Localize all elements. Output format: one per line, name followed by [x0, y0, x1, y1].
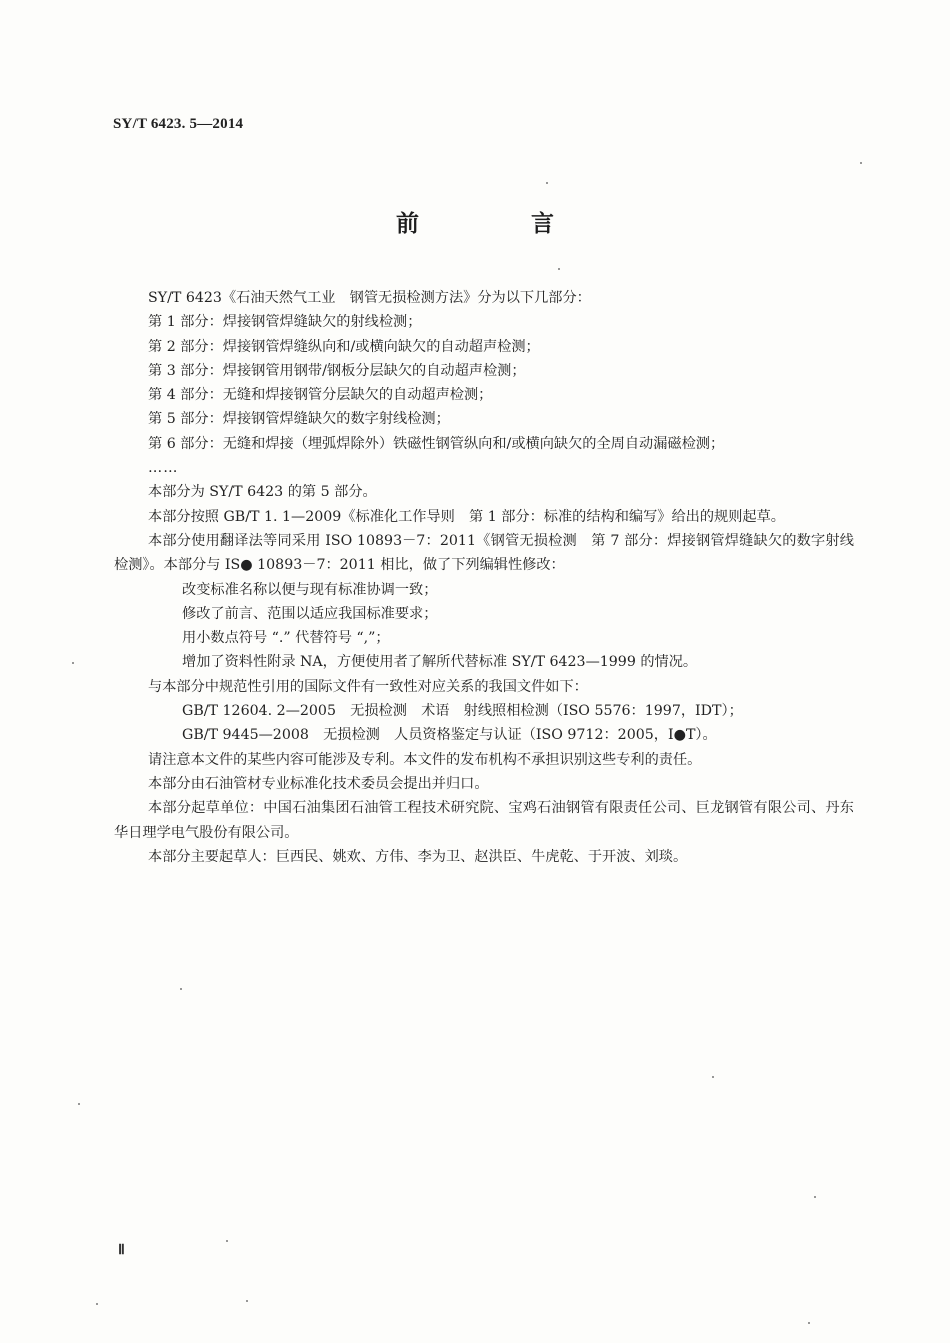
- paragraph-proposer: 本部分由石油管材专业标准化技术委员会提出并归口。: [148, 775, 489, 792]
- scan-speck: [226, 1240, 228, 1242]
- paragraph-references-intro: 与本部分中规范性引用的国际文件有一致性对应关系的我国文件如下：: [148, 678, 588, 695]
- list-item-part3: 第 3 部分：焊接钢管用钢带/钢板分层缺欠的自动超声检测；: [148, 362, 526, 379]
- scan-speck: [72, 662, 74, 664]
- scan-speck: [808, 1322, 810, 1324]
- paragraph-drafting-rules: 本部分按照 GB/T 1. 1—2009《标准化工作导则 第 1 部分：标准的结构和编写》给出的规则起草。: [148, 508, 785, 525]
- list-item-part5: 第 5 部分：焊接钢管焊缝缺欠的数字射线检测；: [148, 411, 450, 428]
- paragraph-adoption: 本部分使用翻译法等同采用 ISO 10893－7：2011《钢管无损检测 第 7 部分：焊接钢管焊缝缺欠的数字射线检测》。本部分与 IS● 10893－7：2011 相比，做了下列编辑性修改：: [114, 532, 854, 574]
- foreword-body: [114, 286, 854, 869]
- scan-speck: [860, 162, 862, 164]
- page-title: 前 言: [395, 211, 606, 237]
- paragraph-patent-notice: 请注意本文件的某些内容可能涉及专利。本文件的发布机构不承担识别这些专利的责任。: [148, 751, 702, 768]
- modification-item: 改变标准名称以便与现有标准协调一致；: [182, 581, 438, 598]
- paragraph-drafting-units: 本部分起草单位：中国石油集团石油管工程技术研究院、宝鸡石油钢管有限责任公司、巨龙钢管有限公司、丹东华日理学电气股份有限公司。: [114, 800, 854, 841]
- scan-speck: [246, 1300, 248, 1302]
- paragraph-part-statement: 本部分为 SY/T 6423 的第 5 部分。: [148, 484, 377, 501]
- scan-speck: [78, 1103, 80, 1105]
- modification-item: 修改了前言、范围以适应我国标准要求；: [182, 605, 438, 622]
- list-item-part2: 第 2 部分：焊接钢管焊缝纵向和/或横向缺欠的自动超声检测；: [148, 338, 540, 355]
- scan-speck: [712, 1076, 714, 1078]
- paragraph-drafters: 本部分主要起草人：巨西民、姚欢、方伟、李为卫、赵洪臣、牛虎乾、于开波、刘琰。: [148, 848, 688, 865]
- scan-speck: [96, 1303, 98, 1305]
- scan-speck: [180, 988, 182, 990]
- standard-code: SY/T 6423. 5—2014: [113, 116, 244, 132]
- list-item-part1: 第 1 部分：焊接钢管焊缝缺欠的射线检测；: [148, 314, 422, 331]
- reference-item: GB/T 9445—2008 无损检测 人员资格鉴定与认证（ISO 9712：2005，I●T）。: [182, 727, 717, 744]
- modification-item: 用小数点符号 “.” 代替符号 “,”；: [182, 630, 390, 647]
- reference-item: GB/T 12604. 2—2005 无损检测 术语 射线照相检测（ISO 5576：1997，IDT）；: [182, 703, 743, 720]
- page-number: Ⅱ: [118, 1243, 125, 1258]
- list-item-part4: 第 4 部分：无缝和焊接钢管分层缺欠的自动超声检测；: [148, 387, 493, 404]
- scan-speck: [814, 1196, 816, 1198]
- paragraph-intro: SY/T 6423《石油天然气工业 钢管无损检测方法》分为以下几部分：: [148, 290, 591, 306]
- list-ellipsis: ……: [148, 460, 179, 477]
- scan-speck: [558, 268, 560, 270]
- list-item-part6: 第 6 部分：无缝和焊接（埋弧焊除外）铁磁性钢管纵向和/或横向缺欠的全周自动漏磁检测；: [148, 435, 725, 452]
- modification-item: 增加了资料性附录 NA，方便使用者了解所代替标准 SY/T 6423—1999 的情况。: [182, 654, 698, 671]
- scan-speck: [546, 182, 548, 184]
